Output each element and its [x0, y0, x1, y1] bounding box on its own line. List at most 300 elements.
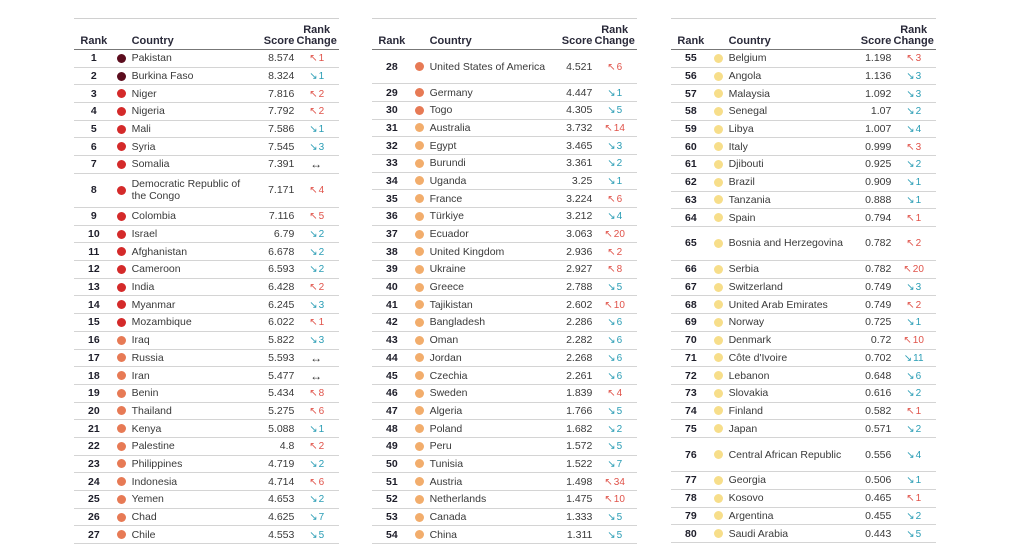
rank-cell: 36 — [386, 210, 398, 223]
rank-change-cell — [294, 493, 339, 505]
arrow-up-left-icon: ↖ — [604, 229, 613, 241]
rank-cell: 39 — [386, 263, 398, 276]
rank-change-value: 5 — [616, 105, 623, 117]
table-row — [671, 403, 936, 421]
score-cell: 7.116 — [268, 210, 295, 223]
rank-change-cell — [891, 510, 936, 522]
arrow-down-right-icon: ↘ — [309, 299, 318, 311]
rank-change-cell — [891, 299, 936, 311]
score-cell: 0.556 — [865, 448, 892, 461]
rank-cell: 6 — [90, 140, 97, 153]
rank-change-value: 5 — [616, 529, 623, 541]
risk-level-dot — [415, 477, 424, 486]
table-row — [74, 403, 339, 421]
rank-cell: 67 — [685, 281, 697, 294]
country-cell: Spain — [728, 211, 756, 224]
table-row — [372, 261, 637, 279]
risk-level-dot — [714, 160, 723, 169]
arrow-down-right-icon: ↘ — [906, 177, 915, 189]
country-cell: India — [131, 281, 155, 294]
risk-level-dot — [117, 477, 126, 486]
risk-level-dot — [415, 371, 424, 380]
score-cell: 0.465 — [865, 492, 892, 505]
header-score: Score — [263, 35, 295, 47]
rank-cell: 46 — [386, 387, 398, 400]
rank-change-value: 1 — [318, 53, 325, 65]
country-cell: Myanmar — [131, 298, 176, 311]
country-cell: Mozambique — [131, 316, 192, 329]
rank-change-cell — [294, 458, 339, 470]
score-cell: 5.088 — [268, 422, 295, 435]
table-row — [372, 314, 637, 332]
rank-change-cell — [592, 334, 637, 346]
score-cell: 7.545 — [268, 140, 295, 153]
table-row — [372, 279, 637, 297]
table-row — [372, 385, 637, 403]
risk-level-dot — [415, 159, 424, 168]
country-cell: Switzerland — [728, 281, 783, 294]
rank-change-value: 10 — [912, 335, 924, 347]
table-row — [372, 173, 637, 191]
arrow-down-right-icon: ↘ — [309, 458, 318, 470]
rank-change-cell — [294, 184, 339, 196]
table-row — [372, 190, 637, 208]
arrow-up-left-icon: ↖ — [309, 211, 318, 223]
risk-level-dot — [117, 513, 126, 522]
rank-change-cell — [294, 281, 339, 293]
risk-level-dot — [117, 283, 126, 292]
arrow-left-right-icon: ↔ — [310, 157, 323, 172]
rank-change-value: 5 — [616, 405, 623, 417]
score-cell: 2.282 — [566, 334, 593, 347]
rank-change-value: 6 — [616, 61, 623, 73]
table-body — [74, 50, 339, 544]
country-cell: Greece — [429, 281, 465, 294]
arrow-up-left-icon: ↖ — [607, 264, 616, 276]
rank-cell: 62 — [685, 176, 697, 189]
arrow-down-right-icon: ↘ — [906, 71, 915, 83]
header-country: Country — [131, 35, 174, 47]
risk-level-dot — [714, 195, 723, 204]
rank-change-value: 1 — [616, 87, 623, 99]
country-cell: Iraq — [131, 334, 150, 347]
rank-change-value: 2 — [915, 388, 922, 400]
country-cell: Uganda — [429, 174, 467, 187]
rank-change-value: 2 — [318, 264, 325, 276]
arrow-up-left-icon: ↖ — [309, 317, 318, 329]
risk-level-dot — [415, 123, 424, 132]
score-cell: 3.25 — [571, 174, 593, 187]
arrow-up-left-icon: ↖ — [607, 246, 616, 258]
arrow-up-left-icon: ↖ — [309, 441, 318, 453]
score-cell: 5.477 — [268, 369, 295, 382]
risk-level-dot — [415, 424, 424, 433]
country-cell: Türkiye — [429, 210, 465, 223]
country-cell: Yemen — [131, 493, 164, 506]
risk-level-dot — [415, 353, 424, 362]
country-cell: Bangladesh — [429, 316, 486, 329]
rank-change-value: 11 — [913, 352, 924, 364]
rank-change-cell — [891, 370, 936, 382]
score-cell: 0.455 — [865, 509, 892, 522]
rank-change-cell — [891, 449, 936, 461]
table-row — [74, 85, 339, 103]
rank-cell: 61 — [685, 158, 697, 171]
country-cell: Sweden — [429, 387, 468, 400]
rank-change-cell — [294, 157, 339, 171]
rank-cell: 54 — [386, 528, 398, 541]
arrow-up-left-icon: ↖ — [607, 388, 616, 400]
table-row — [671, 192, 936, 210]
score-cell: 0.782 — [865, 263, 892, 276]
arrow-down-right-icon: ↘ — [607, 352, 616, 364]
rank-cell: 48 — [386, 422, 398, 435]
rank-change-cell — [592, 352, 637, 364]
table-row — [372, 332, 637, 350]
risk-level-dot — [714, 300, 723, 309]
score-cell: 7.171 — [268, 184, 295, 197]
rank-change-value: 2 — [915, 510, 922, 522]
rank-change-value: 1 — [616, 175, 623, 187]
rank-change-cell — [294, 246, 339, 258]
country-cell: Malaysia — [728, 87, 771, 100]
table-row — [74, 332, 339, 350]
rank-cell: 40 — [386, 281, 398, 294]
table-row — [372, 350, 637, 368]
arrow-down-right-icon: ↘ — [607, 105, 616, 117]
risk-level-dot — [714, 107, 723, 116]
score-cell: 0.749 — [865, 298, 892, 311]
score-cell: 3.063 — [566, 228, 593, 241]
rank-cell: 53 — [386, 511, 398, 524]
score-cell: 1.333 — [566, 511, 593, 524]
country-cell: Tanzania — [728, 193, 771, 206]
rank-change-value: 3 — [318, 335, 325, 347]
score-cell: 0.909 — [865, 176, 892, 189]
score-cell: 0.749 — [865, 281, 892, 294]
risk-level-dot — [714, 54, 723, 63]
risk-level-dot — [714, 476, 723, 485]
arrow-up-left-icon: ↖ — [906, 53, 915, 65]
score-cell: 7.391 — [268, 158, 295, 171]
score-cell: 3.465 — [566, 139, 593, 152]
rank-change-value: 2 — [616, 423, 623, 435]
score-cell: 6.79 — [273, 228, 295, 241]
arrow-down-right-icon: ↘ — [607, 175, 616, 187]
risk-level-dot — [415, 88, 424, 97]
table-row — [671, 420, 936, 438]
arrow-up-left-icon: ↖ — [309, 388, 318, 400]
rank-change-value: 1 — [318, 71, 325, 83]
country-cell: Central African Republic — [728, 448, 842, 461]
risk-level-dot — [117, 442, 126, 451]
score-cell: 0.506 — [865, 474, 892, 487]
table-row — [372, 50, 637, 84]
arrow-up-left-icon: ↖ — [309, 53, 318, 65]
arrow-down-right-icon: ↘ — [309, 124, 318, 136]
table-row — [74, 50, 339, 68]
arrow-down-right-icon: ↘ — [309, 246, 318, 258]
rank-cell: 64 — [685, 211, 697, 224]
table-row — [74, 350, 339, 368]
table-row — [671, 156, 936, 174]
risk-level-dot — [415, 336, 424, 345]
rank-cell: 76 — [685, 448, 697, 461]
risk-level-dot — [714, 318, 723, 327]
country-cell: Czechia — [429, 369, 468, 382]
table-row — [372, 208, 637, 226]
risk-level-dot — [117, 107, 126, 116]
score-cell: 2.261 — [566, 369, 593, 382]
country-cell: Jordan — [429, 351, 462, 364]
arrow-down-right-icon: ↘ — [906, 194, 915, 206]
arrow-up-left-icon: ↖ — [309, 106, 318, 118]
score-cell: 3.212 — [566, 210, 593, 223]
rank-change-cell — [294, 105, 339, 117]
rank-change-cell — [891, 105, 936, 117]
score-cell: 0.782 — [865, 237, 892, 250]
rank-change-cell — [592, 440, 637, 452]
country-cell: Norway — [728, 316, 765, 329]
rank-cell: 2 — [90, 70, 97, 83]
arrow-up-left-icon: ↖ — [309, 405, 318, 417]
country-cell: Slovakia — [728, 387, 769, 400]
country-cell: Peru — [429, 440, 452, 453]
risk-level-dot — [714, 265, 723, 274]
rank-change-value: 3 — [915, 71, 922, 83]
rank-change-value: 6 — [915, 370, 922, 382]
arrow-up-left-icon: ↖ — [604, 299, 613, 311]
arrow-down-right-icon: ↘ — [607, 458, 616, 470]
table-row — [74, 121, 339, 139]
score-cell: 8.324 — [268, 70, 295, 83]
rank-change-cell — [891, 387, 936, 399]
arrow-down-right-icon: ↘ — [607, 282, 616, 294]
header-rank: Rank — [677, 35, 705, 47]
score-cell: 2.268 — [566, 351, 593, 364]
rank-cell: 47 — [386, 404, 398, 417]
score-cell: 0.925 — [865, 158, 892, 171]
rank-change-cell — [294, 351, 339, 365]
table-row — [372, 226, 637, 244]
country-cell: Afghanistan — [131, 245, 188, 258]
country-cell: Chile — [131, 528, 156, 541]
rank-change-cell — [592, 157, 637, 169]
header-score: Score — [860, 35, 892, 47]
rank-change-value: 3 — [915, 88, 922, 100]
rank-change-cell — [294, 316, 339, 328]
table-row — [372, 509, 637, 527]
rank-change-value: 6 — [318, 476, 325, 488]
rank-change-cell — [592, 193, 637, 205]
rank-cell: 51 — [386, 475, 398, 488]
risk-level-dot — [117, 389, 126, 398]
rank-cell: 10 — [88, 228, 100, 241]
table-row — [74, 385, 339, 403]
rank-cell: 41 — [386, 298, 398, 311]
table-row — [372, 155, 637, 173]
arrow-down-right-icon: ↘ — [906, 106, 915, 118]
rank-cell: 49 — [386, 440, 398, 453]
score-cell: 8.574 — [268, 52, 295, 65]
rank-change-value: 1 — [915, 177, 922, 189]
country-cell: United States of America — [429, 60, 546, 73]
score-cell: 5.434 — [268, 387, 295, 400]
table-row — [372, 403, 637, 421]
rank-cell: 72 — [685, 369, 697, 382]
rank-cell: 14 — [88, 298, 100, 311]
arrow-down-right-icon: ↘ — [906, 475, 915, 487]
table-row — [671, 121, 936, 139]
country-cell: Saudi Arabia — [728, 527, 789, 540]
score-cell: 1.136 — [865, 70, 892, 83]
rank-change-value: 3 — [616, 140, 623, 152]
arrow-down-right-icon: ↘ — [309, 141, 318, 153]
rank-change-cell — [592, 61, 637, 73]
rank-change-value: 1 — [318, 423, 325, 435]
rank-cell: 25 — [88, 493, 100, 506]
rank-change-value: 3 — [915, 282, 922, 294]
rank-cell: 37 — [386, 228, 398, 241]
risk-level-dot — [415, 265, 424, 274]
table-row — [671, 296, 936, 314]
country-cell: Argentina — [728, 509, 774, 522]
country-cell: Syria — [131, 140, 156, 153]
arrow-up-left-icon: ↖ — [607, 193, 616, 205]
header-score: Score — [561, 35, 593, 47]
country-cell: Tajikistan — [429, 298, 473, 311]
table-row — [671, 85, 936, 103]
rank-change-value: 2 — [915, 423, 922, 435]
table-row — [671, 103, 936, 121]
arrow-left-right-icon: ↔ — [310, 350, 323, 365]
rank-change-value: 2 — [318, 494, 325, 506]
rank-cell: 20 — [88, 404, 100, 417]
rank-change-cell — [891, 52, 936, 64]
country-cell: Israel — [131, 228, 158, 241]
score-cell: 5.275 — [268, 404, 295, 417]
score-cell: 1.475 — [566, 493, 593, 506]
score-cell: 4.8 — [279, 440, 295, 453]
arrow-up-left-icon: ↖ — [906, 493, 915, 505]
rank-change-cell — [592, 263, 637, 275]
table-row — [671, 472, 936, 490]
country-cell: Tunisia — [429, 457, 464, 470]
risk-level-dot — [117, 424, 126, 433]
rank-change-value: 20 — [613, 229, 625, 241]
table-row — [372, 491, 637, 509]
table-row — [372, 102, 637, 120]
rank-change-cell — [592, 423, 637, 435]
risk-level-dot — [415, 495, 424, 504]
table-row — [74, 103, 339, 121]
arrow-down-right-icon: ↘ — [309, 494, 318, 506]
rank-cell: 60 — [685, 140, 697, 153]
risk-level-dot — [714, 213, 723, 222]
risk-level-dot — [117, 300, 126, 309]
rank-cell: 32 — [386, 139, 398, 152]
rank-cell: 24 — [88, 475, 100, 488]
country-cell: Libya — [728, 123, 754, 136]
table-row — [74, 314, 339, 332]
arrow-down-right-icon: ↘ — [906, 317, 915, 329]
table-row — [671, 367, 936, 385]
rank-change-cell — [891, 281, 936, 293]
score-cell: 0.571 — [865, 422, 892, 435]
country-cell: Pakistan — [131, 52, 172, 65]
arrow-up-left-icon: ↖ — [906, 212, 915, 224]
rank-change-value: 6 — [616, 370, 623, 382]
risk-level-dot — [117, 406, 126, 415]
score-cell: 6.678 — [268, 245, 295, 258]
arrow-down-right-icon: ↘ — [607, 335, 616, 347]
table-row — [671, 314, 936, 332]
country-cell: Italy — [728, 140, 748, 153]
table-row — [372, 526, 637, 544]
score-cell: 4.714 — [268, 475, 295, 488]
rank-change-cell — [891, 70, 936, 82]
rank-change-cell — [592, 316, 637, 328]
country-cell: Finland — [728, 404, 764, 417]
arrow-down-right-icon: ↘ — [309, 229, 318, 241]
rank-change-value: 4 — [915, 449, 922, 461]
risk-level-dot — [415, 300, 424, 309]
table-row — [74, 174, 339, 208]
table-row — [74, 438, 339, 456]
rank-change-value: 1 — [318, 124, 325, 136]
rank-change-cell — [891, 176, 936, 188]
risk-level-dot — [714, 353, 723, 362]
country-cell: Niger — [131, 87, 157, 100]
rank-change-value: 6 — [616, 193, 623, 205]
arrow-up-left-icon: ↖ — [309, 476, 318, 488]
score-cell: 3.732 — [566, 121, 593, 134]
score-cell: 2.602 — [566, 298, 593, 311]
table-row — [74, 509, 339, 527]
arrow-up-left-icon: ↖ — [604, 494, 613, 506]
table-row — [671, 508, 936, 526]
rank-change-value: 5 — [616, 441, 623, 453]
risk-level-dot — [415, 513, 424, 522]
rank-change-value: 1 — [915, 194, 922, 206]
arrow-down-right-icon: ↘ — [309, 264, 318, 276]
country-cell: France — [429, 192, 463, 205]
table-row — [372, 420, 637, 438]
rank-change-value: 7 — [318, 512, 325, 524]
table-row — [372, 438, 637, 456]
table-row — [372, 243, 637, 261]
header-rank-change: Rank Change — [893, 24, 934, 47]
arrow-down-right-icon: ↘ — [906, 510, 915, 522]
rank-cell: 33 — [386, 157, 398, 170]
arrow-down-right-icon: ↘ — [906, 388, 915, 400]
table-row — [372, 296, 637, 314]
rank-change-value: 14 — [613, 122, 625, 134]
rank-cell: 75 — [685, 422, 697, 435]
table-row — [372, 456, 637, 474]
table-row — [671, 68, 936, 86]
rank-change-value: 5 — [616, 282, 623, 294]
country-cell: Germany — [429, 86, 473, 99]
rank-change-value: 4 — [616, 388, 623, 400]
arrow-down-right-icon: ↘ — [906, 124, 915, 136]
risk-level-dot — [415, 230, 424, 239]
risk-level-dot — [714, 89, 723, 98]
arrow-up-left-icon: ↖ — [309, 88, 318, 100]
arrow-down-right-icon: ↘ — [309, 71, 318, 83]
risk-level-dot — [117, 353, 126, 362]
arrow-down-right-icon: ↘ — [309, 512, 318, 524]
